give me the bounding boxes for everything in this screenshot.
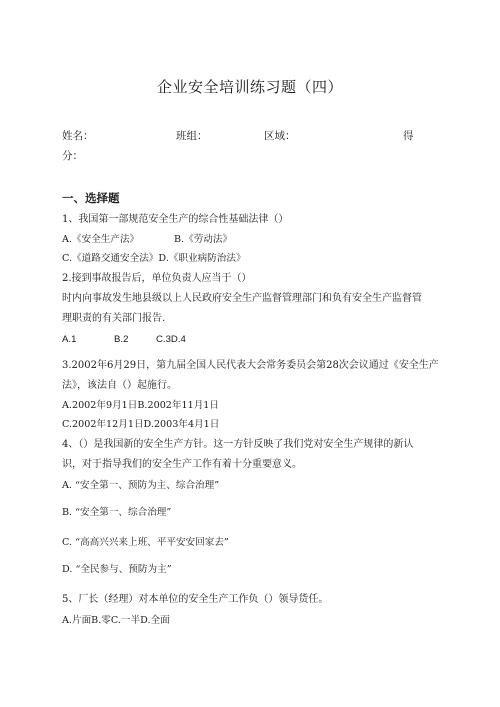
question-5-stem: 5、厂长（经理）对本单位的安全生产工作负（）领导货任。 [62, 594, 329, 605]
group-label: 班组： [176, 130, 208, 142]
question-4-option-c: C. “高高兴兴来上班、平平安安回家去” [62, 537, 229, 548]
score-label-1: 得 [403, 130, 414, 142]
question-5-options: A.片面B.零C.一半D.全面 [62, 615, 170, 626]
question-1-option-b: B.《劳动法》 [174, 234, 233, 245]
question-3-stem-line-1: 3.2002年6月29日，第九届全国人民代表大会常务委员会第28次会议通过《安全生产 [62, 360, 439, 371]
name-label: 姓名： [62, 130, 94, 142]
page-title: 企业安全培训练习题（四） [156, 78, 343, 96]
question-3-option-cd: C.2002年12月1日D.2003年4月1日 [62, 419, 220, 430]
question-1-option-a: A.《安全生产法》 [62, 234, 140, 245]
question-1-stem: 1、我国第一部规范安全生产的综合性基础法律（） [62, 214, 289, 225]
score-label-2: 分： [62, 150, 83, 162]
question-2-option-b: B.2 [114, 334, 129, 345]
question-2-stem-line-1: 2.接到事故报告后，单位负责人应当于（） [62, 273, 252, 284]
question-2-stem-line-3: 理职责的有关部门报告. [62, 313, 166, 324]
question-3-stem-line-2: 法》，该法自（）起施行。 [62, 380, 177, 391]
question-4-option-b: B. “安全第一、综合治理” [62, 507, 172, 518]
question-2-stem-line-2: 时内向事故发生地县级以上人民政府安全生产监督管理部门和负有安全生产监督管 [62, 293, 422, 304]
question-4-option-a: A. “安全第一、预防为主、综合治理” [62, 480, 220, 491]
section-title: 一、选择题 [62, 193, 120, 205]
question-4-option-d: D. “全民参与、预防为主” [62, 564, 172, 575]
question-2-option-a: A.1 [62, 334, 77, 345]
question-1-option-cd: C.《道路交通安全法》D.《职业病防治法》 [62, 253, 246, 264]
question-3-option-ab: A.2002年9月1日B.2002年11月1日 [62, 400, 219, 411]
question-4-stem-line-2: 识，对于指导我们的安全生产工作有着十分重要意义。 [62, 459, 302, 470]
area-label: 区域： [264, 130, 296, 142]
question-4-stem-line-1: 4、（）是我国新的安全生产方针。这一方针反映了我们党对安全生产规律的新认 [62, 439, 414, 450]
question-2-option-cd: C.3D.4 [156, 334, 186, 345]
